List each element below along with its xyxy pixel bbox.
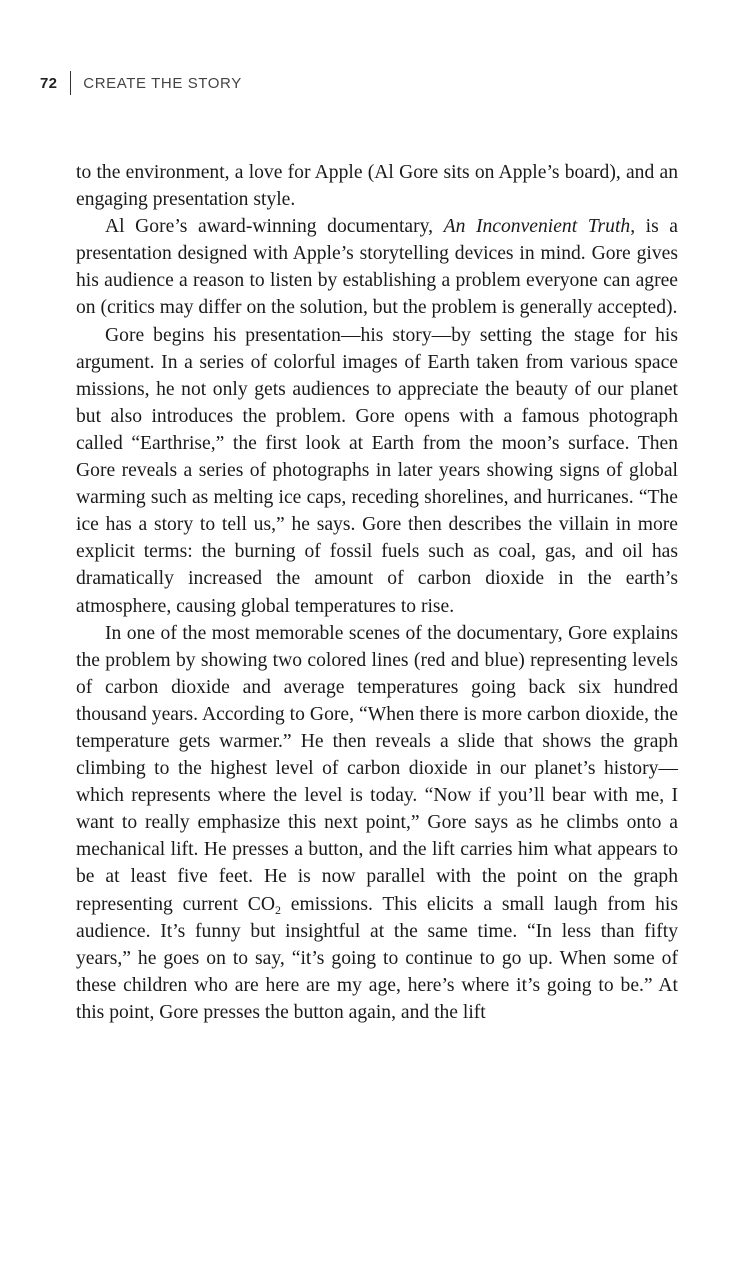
- paragraph-3-text: Gore begins his presentation—his story—by setting the stage for his argument. In a series of colorful images of Earth taken from various space missions, he not only gets audiences to appreciate the beauty of our planet but also introduces the problem. Gore opens with a famous photograph called “Earthrise,” the first look at Earth from the moon’s surface. Then Gore reveals a series of photographs in later years showing signs of global warming such as melting ice caps, receding shorelines, and hurricanes. “The ice has a story to tell us,” he says. Gore then describes the villain in more explicit terms: the burning of fossil fuels such as coal, gas, and oil has dramatically increased the amount of carbon dioxide in the earth’s atmosphere, causing global temperatures to rise.: [76, 324, 678, 617]
- page-number: 72: [40, 74, 58, 92]
- paragraph-2-after: , is a presentation designed with Apple’s storytelling devices in mind. Gore gives his audience a reason to listen by establishing a problem everyone can agree on (critics may differ on the solution, but the problem is generally accepted).: [76, 216, 678, 319]
- paragraph-documentary: [76, 213, 678, 321]
- documentary-title: An Inconvenient Truth: [443, 216, 631, 238]
- paragraph-2-before: Al Gore’s award-winning documentary,: [105, 216, 444, 238]
- chapter-title: CREATE THE STORY: [83, 74, 242, 92]
- body-text: [76, 159, 678, 1026]
- header-divider: [70, 71, 71, 95]
- paragraph-earthrise: [76, 322, 678, 620]
- co2-symbol: CO: [247, 893, 276, 915]
- paragraph-lift-scene: [76, 620, 678, 1026]
- co2-subscript: 2: [275, 902, 282, 917]
- paragraph-continued: [76, 159, 678, 213]
- paragraph-1-text: to the environment, a love for Apple (Al Gore sits on Apple’s board), and an engaging presentation style.: [76, 162, 678, 211]
- paragraph-4-after: emissions. This elicits a small laugh from his audience. It’s funny but insightful at the same time. “In less than fifty years,” he goes on to say, “it’s going to continue to go up. When some of these children who are here are my age, here’s where it’s going to be.” At this point, Gore presses the button again, and the lift: [76, 893, 678, 1023]
- running-head: [40, 70, 242, 96]
- paragraph-4-before: In one of the most memorable scenes of the documentary, Gore explains the problem by showing two colored lines (red and blue) representing levels of carbon dioxide and average temperatures going back six hundred thousand years. According to Gore, “When there is more carbon dioxide, the temperature gets warmer.” He then reveals a slide that shows the graph climbing to the highest level of carbon dioxide in our planet’s history—which represents where the level is today. “Now if you’ll bear with me, I want to really emphasize this next point,” Gore says as he climbs onto a mechanical lift. He presses a button, and the lift carries him what appears to be at least five feet. He is now parallel with the point on the graph representing current: [76, 622, 678, 915]
